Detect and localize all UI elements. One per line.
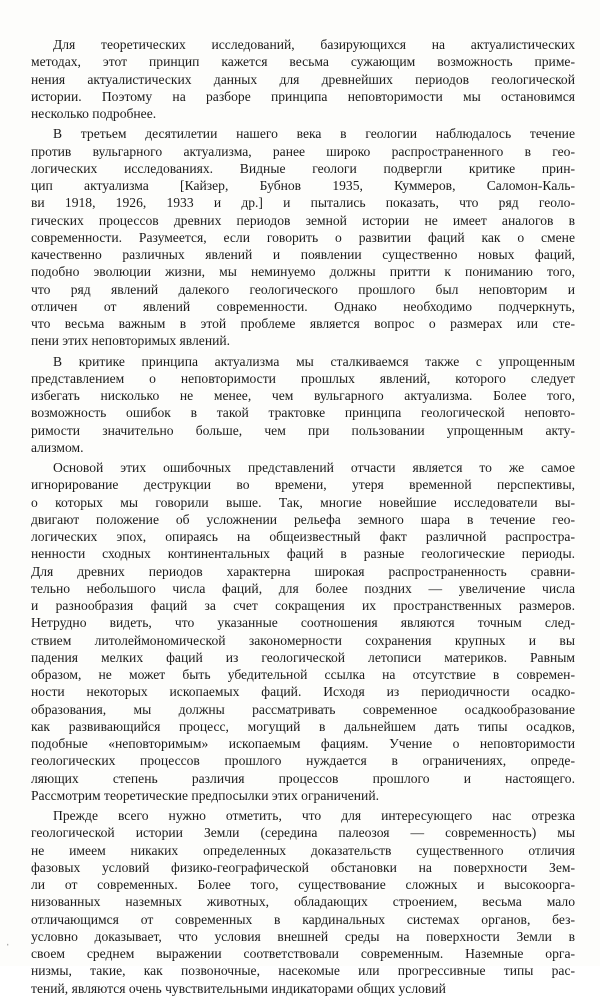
text-line: истории. Поэтому на разборе принципа неповторимости мы остановимся [31, 88, 575, 104]
text-line: избегать нисколько не менее, чем вульгарного актуализма. Более того, [31, 388, 575, 403]
text-line: геологических процессов прошлого нуждается в ограничениях, опреде- [31, 753, 575, 769]
text-line: возможность ошибок в такой трактовке принципа геологической неповто- [31, 405, 575, 421]
text-line: ализмом. [31, 439, 84, 455]
text-line: В критике принципа актуализма мы сталкиваемся также с упрощенным [53, 353, 575, 369]
paragraph [31, 459, 575, 804]
text-line: Прежде всего нужно отметить, что для интересующего нас отрезка [53, 808, 575, 823]
text-line: качественно различных явлений и появлении существенно новых фаций, [31, 247, 575, 262]
text-line: и разнообразия фаций за счет сокращения их пространственных размеров. [31, 598, 575, 613]
text-line: ли от современных. Более того, существование сложных и высокоорга- [31, 877, 575, 892]
text-line: ви 1918, 1926, 1933 и др.] и пытались показать, что ряд геоло- [31, 195, 575, 211]
text-line: низмы, такие, как позвоночные, насекомые или прогрессивные типы рас- [31, 963, 575, 979]
text-line: методах, этот принцип кажется весьма сужающим возможность приме- [31, 54, 575, 70]
paragraph [31, 125, 575, 349]
text-line: отличающимся от современных в кардинальных системах органов, без- [31, 911, 575, 927]
text-line: В третьем десятилетии нашего века в геологии наблюдалось течение [53, 126, 575, 142]
text-line: условно доказывает, что условия внешней среды на поверхности Земли в [31, 928, 575, 944]
text-line: падения мелких фаций из геологической летописи материков. Равным [31, 649, 575, 665]
text-line: ляющих степень различия процессов прошлого и настоящего. [31, 770, 575, 786]
text-line: своем среднем выражении соответствовали современным. Наземные орга- [31, 946, 575, 961]
text-line: логических эпох, опираясь на общеизвестный факт различной распростра- [31, 529, 575, 544]
text-line: несколько подробнее. [31, 106, 157, 121]
paragraph [31, 353, 575, 457]
text-line: что ряд явлений далекого геологического прошлого был неповторим и [31, 281, 575, 297]
text-line: Основой этих ошибочных представлений отчасти является то же самое [53, 460, 575, 475]
text-line: фазовых условий физико-географической обстановки на поверхности Зем- [31, 859, 575, 875]
text-line: римости значительно больше, чем при пользовании упрощенным акту- [31, 422, 575, 438]
text-line: игнорирование деструкции во времени, утеря временной перспективы, [31, 477, 575, 493]
text-line: современности. Разумеется, если говорить о развитии фаций как о смене [31, 229, 575, 245]
text-line: Для древних периодов характерна широкая распространенность сравни- [31, 563, 575, 579]
text-line: как развивающийся процесс, могущий в дальнейшем дать типы осадков, [31, 718, 575, 734]
text-line: ствием литолеймономической закономерности сохранения крупных и вы [31, 632, 575, 648]
paragraph [31, 36, 575, 122]
text-line: против вульгарного актуализма, ранее широко распространенного в гео- [31, 143, 575, 159]
text-line: нения актуалистических данных для древнейших периодов геологической [31, 71, 575, 87]
text-line: цип актуализма [Кайзер, Бубнов 1935, Куммеров, Саломон-Каль- [31, 178, 575, 193]
text-line: о которых мы говорили выше. Так, многие новейшие исследователи вы- [31, 494, 575, 510]
text-line: Для теоретических исследований, базирующихся на актуалистических [53, 37, 575, 52]
text-line: низованных наземных животных, обладающих строением, весьма мало [31, 894, 575, 910]
text-line: ности некоторых ископаемых фаций. Исходя из периодичности осадко- [31, 684, 575, 700]
text-line: геологической истории Земли (середина палеозоя — современность) мы [31, 825, 575, 841]
text-line: пени этих неповторимых явлений. [31, 333, 231, 349]
text-line: представлением о неповторимости прошлых явлений, которого следует [31, 370, 575, 386]
text-line: тений, являются очень чувствительными индикаторами общих условий [31, 980, 446, 996]
text-line: ненности сходных континентальных фаций в разные геологические периоды. [31, 546, 575, 562]
text-line: подобно эволюции жизни, мы неминуемо должны притти к пониманию того, [31, 264, 575, 280]
text-line: гических процессов древних периодов земной истории не имеет аналогов в [31, 212, 575, 228]
text-line: Рассмотрим теоретические предпосылки этих ограничений. [31, 787, 380, 803]
text-line: двигают положение об усложнении рельефа земного шара в течение гео- [31, 511, 575, 527]
text-line: отличен от явлений современности. Однако необходимо подчеркнуть, [31, 298, 575, 314]
margin-mark: ˌ [6, 934, 10, 946]
text-line: тельно небольшого числа фаций, для более поздних — увеличение числа [31, 580, 575, 596]
paragraph [31, 807, 575, 997]
text-line: не имеем никаких определенных доказательств существенного отличия [31, 842, 575, 858]
text-line: логических исследованиях. Видные геологи подвергли критике прин- [31, 160, 575, 176]
text-line: образом, не может быть убедительной ссылка на отсутствие в современ- [31, 667, 575, 682]
text-line: подобные «неповторимым» ископаемым фациям. Учение о неповторимости [31, 736, 575, 751]
text-line: образования, мы должны рассматривать современное осадкообразование [31, 701, 575, 717]
text-line: что весьма важным в этой проблеме является вопрос о размерах или сте- [31, 316, 575, 331]
body-text [31, 36, 575, 1000]
text-line: Нетрудно видеть, что указанные соотношения являются точным след- [31, 615, 575, 631]
